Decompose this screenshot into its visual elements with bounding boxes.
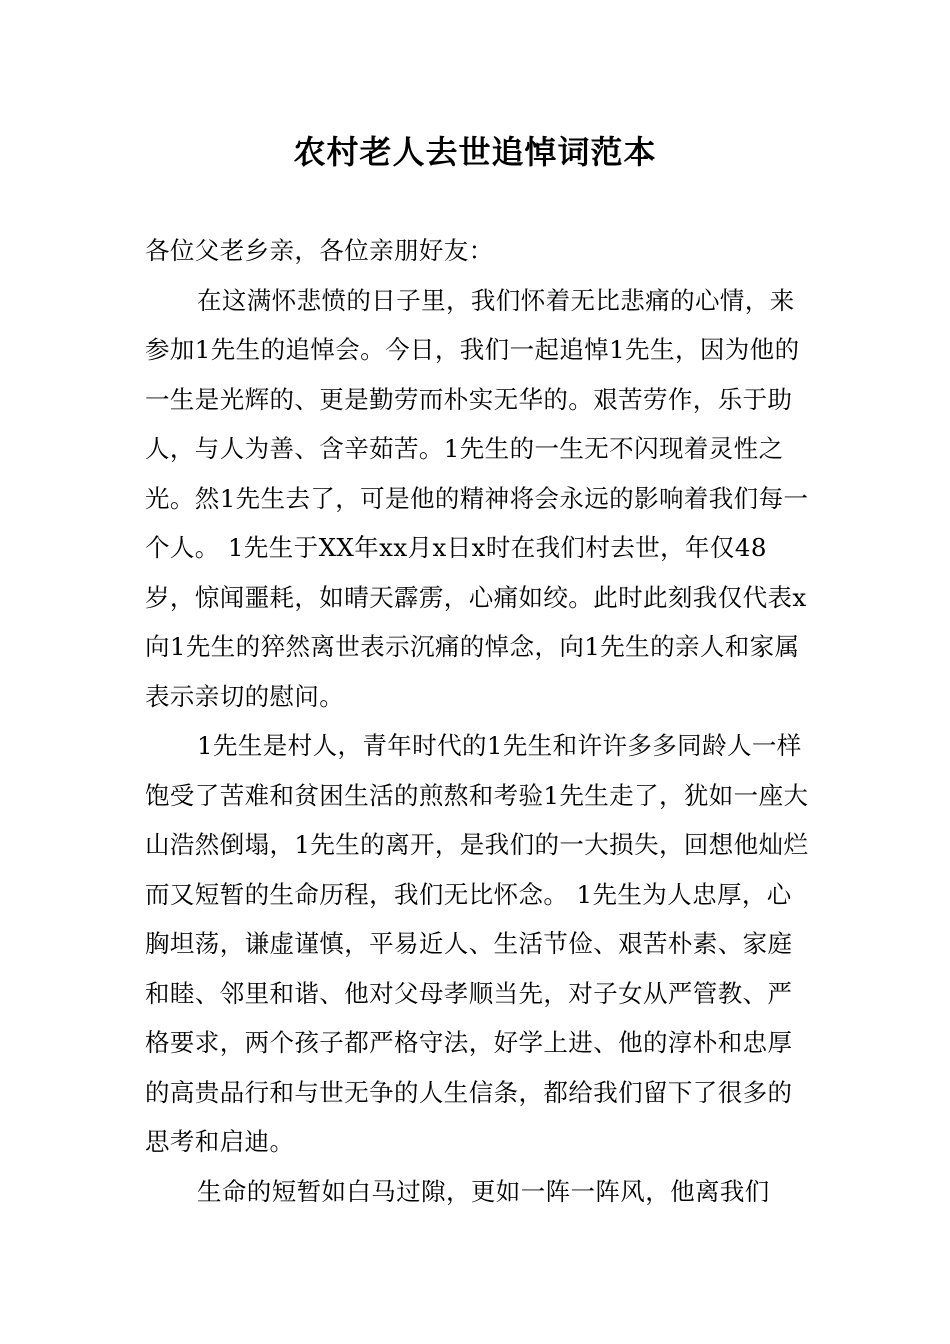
salutation: 各位父老乡亲，各位亲朋好友：	[145, 236, 494, 265]
paragraph-3: 生命的短暂如白马过隙，更如一阵一阵风，他离我们	[197, 1176, 770, 1206]
document-body	[145, 226, 810, 1216]
paragraph-2: 1先生是村人，青年时代的1先生和许许多多同龄人一样饱受了苦难和贫困生活的煎熬和考验1先生走了，犹如一座大山浩然倒塌，1先生的离开，是我们的一大损失，回想他灿烂而又短暂的生命历程，我们无比怀念。 1先生为人忠厚，心胸坦荡，谦虚谨慎，平易近人、生活节俭、艰苦朴素、家庭和睦、邻里和谐、他对父母孝顺当先，对子女从严管教、严格要求，两个孩子都严格守法，好学上进、他的淳朴和忠厚的高贵品行和与世无争的人生信条，都给我们留下了很多的思考和启迪。	[145, 731, 809, 1156]
paragraph-1: 在这满怀悲愤的日子里，我们怀着无比悲痛的心情，来参加1先生的追悼会。今日，我们一起追悼1先生，因为他的一生是光辉的、更是勤劳而朴实无华的。艰苦劳作，乐于助人，与人为善、含辛茹苦。1先生的一生无不闪现着灵性之光。然1先生去了，可是他的精神将会永远的影响着我们每一个人。 1先生于XX年xx月x日x时在我们村去世，年仅48岁，惊闻噩耗，如晴天霹雳，心痛如绞。此时此刻我仅代表x向1先生的猝然离世表示沉痛的悼念，向1先生的亲人和家属表示亲切的慰问。	[145, 285, 809, 711]
document-title: 农村老人去世追悼词范本	[293, 133, 657, 171]
